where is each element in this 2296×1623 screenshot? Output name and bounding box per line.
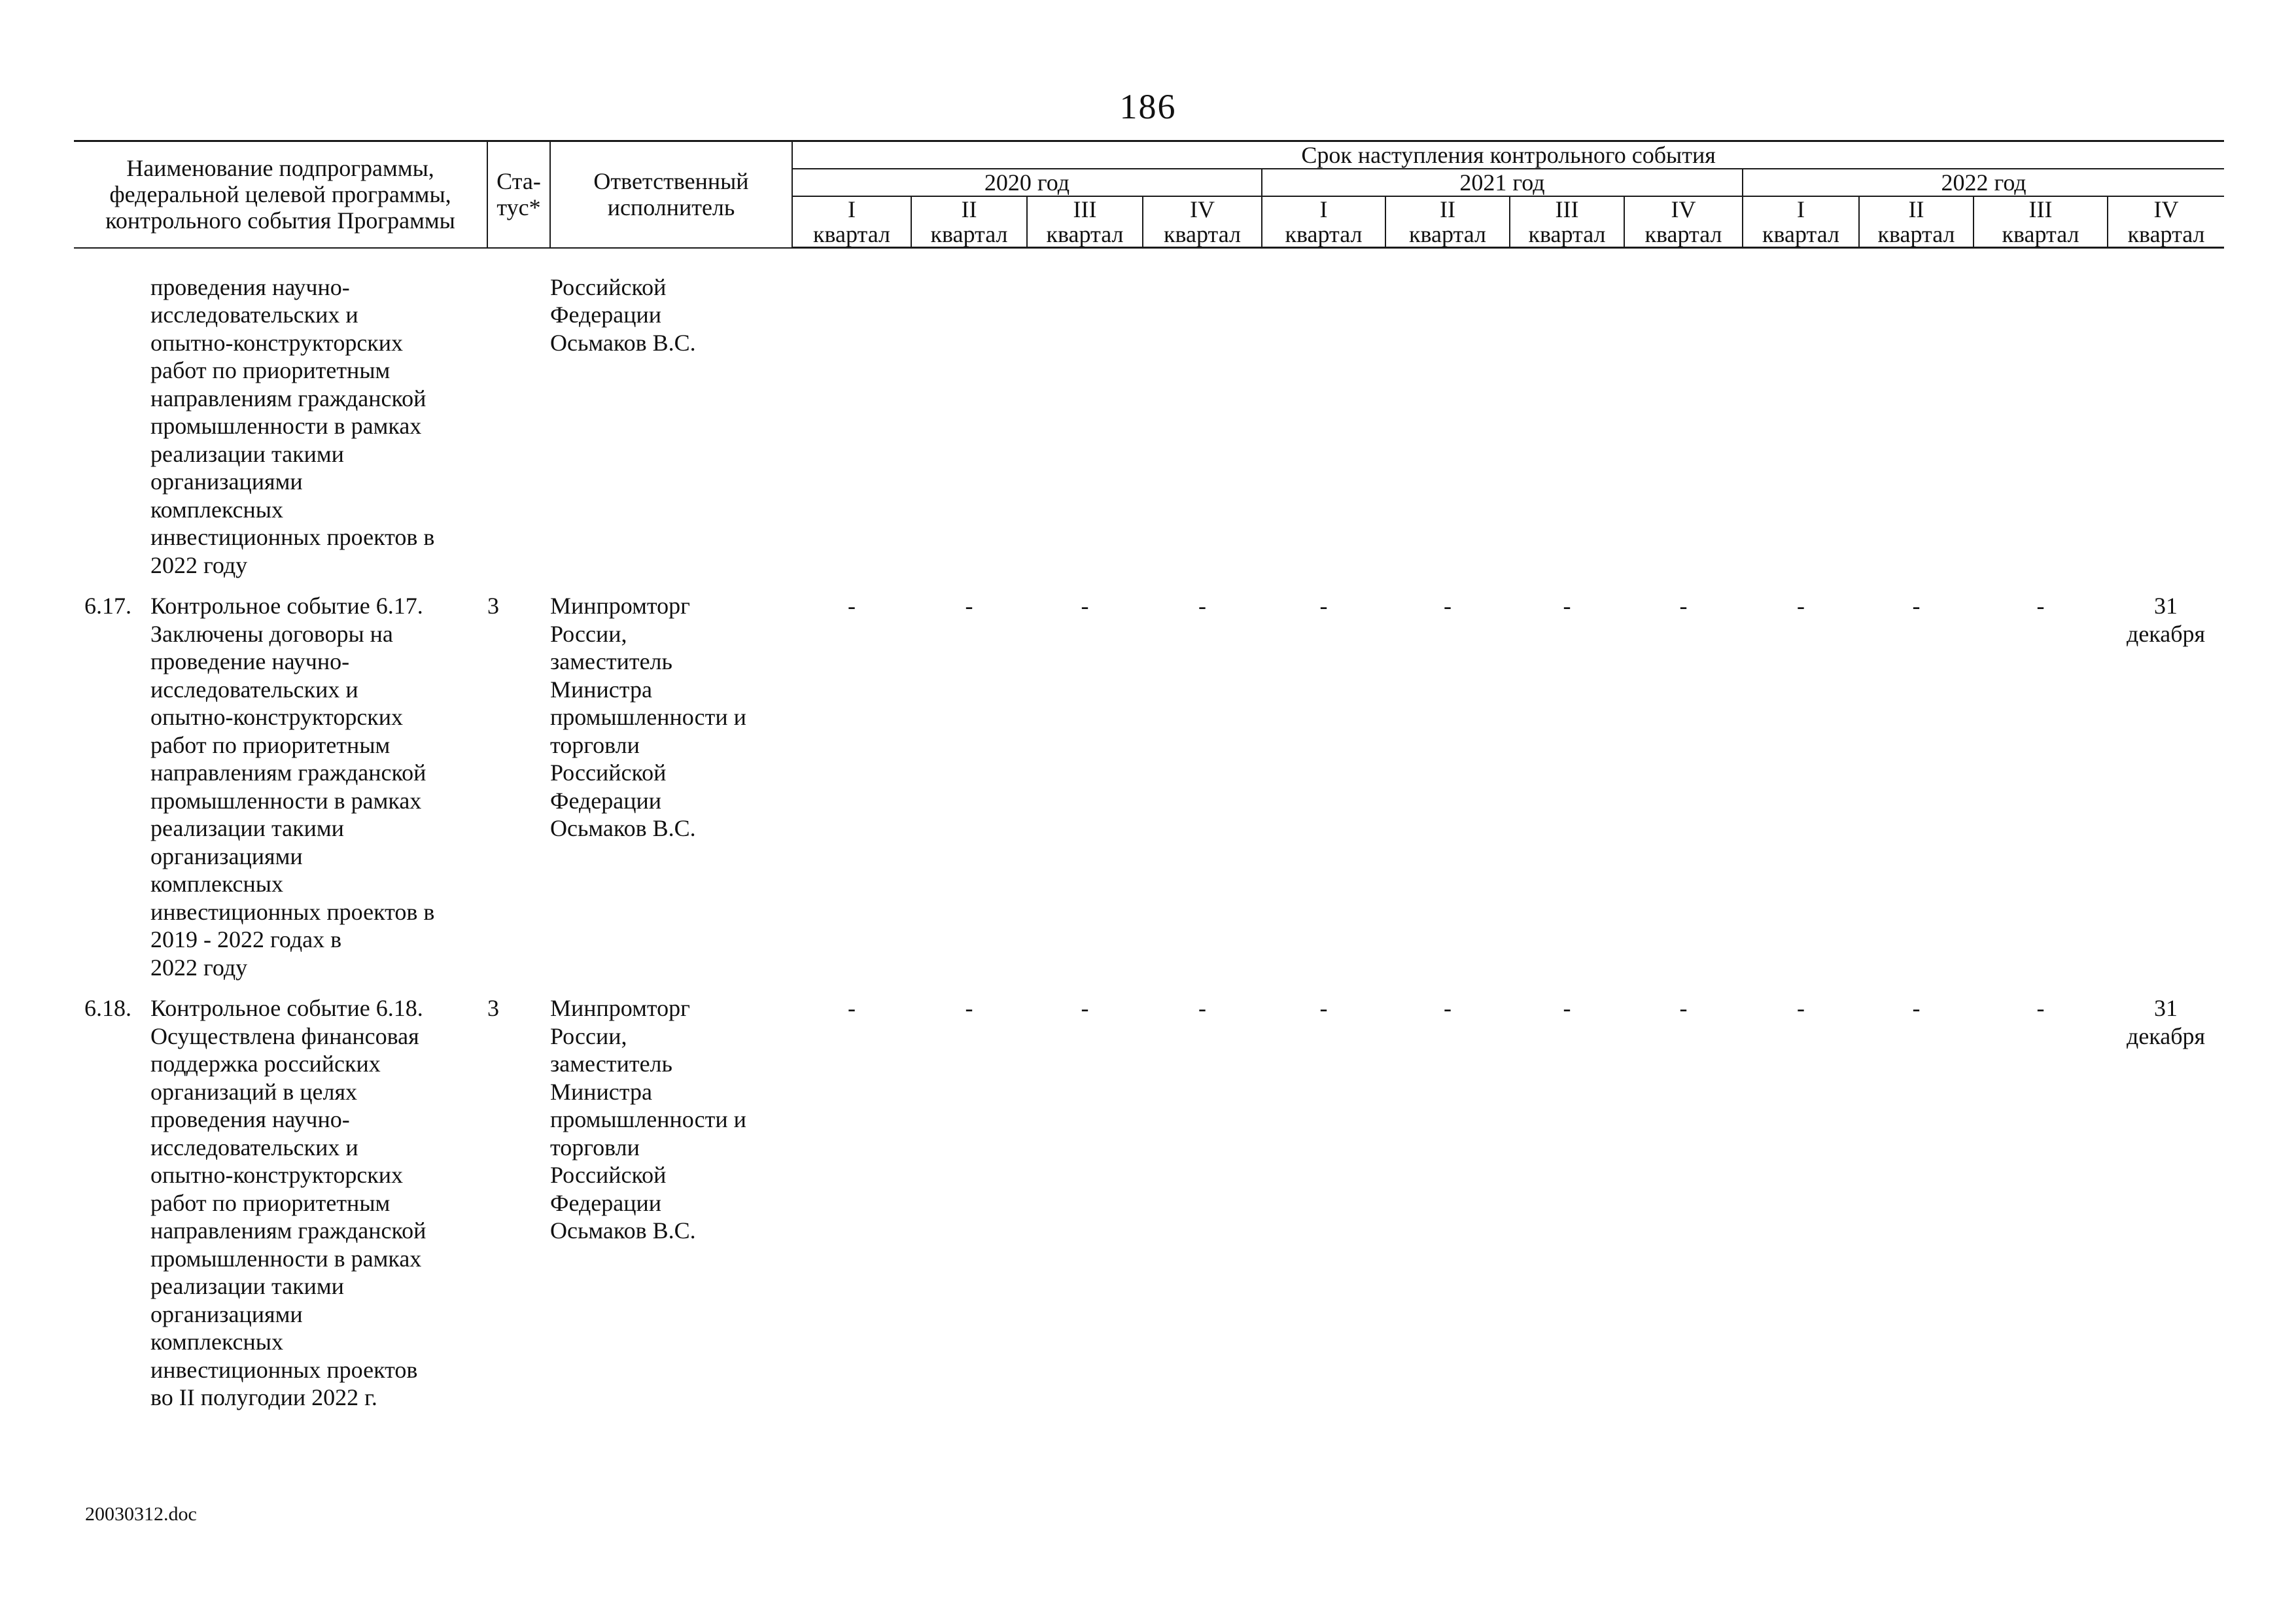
control-events-table — [74, 140, 2224, 1412]
event-name-line: комплексных — [150, 1329, 283, 1355]
executor-line: Российской — [550, 1162, 667, 1188]
table-row — [74, 248, 2224, 580]
quarter-number: I — [848, 196, 856, 222]
header-year: 2022 год — [1743, 169, 2224, 196]
quarter-label: квартал — [930, 221, 1008, 247]
quarter-cell: - — [2036, 995, 2045, 1021]
quarter-cell — [1624, 248, 1743, 580]
quarter-cell: - — [1679, 995, 1688, 1021]
header-quarter — [1743, 196, 1859, 248]
quarter-cell: - — [1319, 995, 1328, 1021]
event-name-line: исследовательских и — [150, 1134, 358, 1161]
event-name-line: организациями — [150, 1300, 303, 1327]
header-quarter — [1624, 196, 1743, 248]
event-name-line: исследовательских и — [150, 302, 358, 328]
executor-line: заместитель — [550, 648, 672, 674]
header-year: 2020 год — [792, 169, 1262, 196]
quarter-label: квартал — [813, 221, 890, 247]
quarter-cell: - — [1444, 995, 1452, 1021]
event-name-line: проведение научно- — [150, 648, 350, 674]
executor-line: Федерации — [550, 787, 662, 814]
quarter-number: I — [1319, 196, 1328, 222]
quarter-cell: - — [1563, 593, 1571, 619]
event-name-line: промышленности в рамках — [150, 413, 422, 439]
header-name-column: Наименование подпрограммы, федеральной целевой программы, контрольного события Программы — [74, 141, 487, 248]
event-name-line: реализации такими — [150, 1273, 344, 1299]
table-row — [74, 579, 2224, 981]
event-name-line: инвестиционных проектов в — [150, 524, 435, 550]
quarter-number: II — [961, 196, 977, 222]
header-quarter — [2108, 196, 2224, 248]
quarter-cell: - — [848, 995, 856, 1021]
executor-line: Осьмаков В.С. — [550, 815, 696, 841]
event-code: 6.17. — [84, 593, 131, 619]
executor-line: России, — [550, 1022, 627, 1049]
executor-line: Минпромторг — [550, 995, 690, 1021]
event-name-line: 2022 году — [150, 954, 248, 981]
event-name-line: работ по приоритетным — [150, 1189, 391, 1216]
quarter-cell: - — [1912, 995, 1921, 1021]
quarter-label: квартал — [1877, 221, 1955, 247]
quarter-cell: - — [1797, 593, 1805, 619]
event-name-line: проведения научно- — [150, 1106, 350, 1132]
executor-line: Министра — [550, 676, 652, 703]
quarter-cell: - — [1198, 593, 1206, 619]
executor-line: торговли — [550, 1134, 640, 1161]
quarter-cell: - — [848, 593, 856, 619]
quarter-cell: - — [965, 995, 973, 1021]
header-deadline-group: Срок наступления контрольного события — [792, 141, 2224, 169]
event-name-line: Контрольное событие 6.18. — [150, 995, 423, 1021]
quarter-cell — [1859, 248, 1974, 580]
event-name-line: опытно-конструкторских — [150, 329, 404, 356]
quarter-number: IV — [2153, 196, 2179, 222]
executor-line: Осьмаков В.С. — [550, 1217, 696, 1244]
event-name-line: реализации такими — [150, 440, 344, 467]
quarter-cell — [1743, 248, 1859, 580]
header-quarter — [1859, 196, 1974, 248]
event-name-line: промышленности в рамках — [150, 1245, 422, 1272]
executor-line: Российской — [550, 759, 667, 786]
header-executor-column: Ответственный исполнитель — [550, 141, 792, 248]
quarter-label: квартал — [1164, 221, 1241, 247]
header-quarter — [911, 196, 1027, 248]
quarter-label: квартал — [1285, 221, 1363, 247]
quarter-cell: - — [1563, 995, 1571, 1021]
event-name-line: направлениям гражданской — [150, 385, 426, 411]
quarter-cell: - — [1319, 593, 1328, 619]
executor-line: промышленности и — [550, 1106, 746, 1132]
event-name-line: Заключены договоры на — [150, 620, 393, 647]
quarter-cell: - — [1444, 593, 1452, 619]
quarter-number: III — [1073, 196, 1097, 222]
quarter-number: IV — [1190, 196, 1215, 222]
event-name-line: направлениям гражданской — [150, 1217, 426, 1244]
event-name — [150, 273, 487, 580]
table-body — [74, 248, 2224, 1412]
quarter-number: II — [1440, 196, 1455, 222]
executor-line: промышленности и — [550, 704, 746, 730]
quarter-label: квартал — [1528, 221, 1606, 247]
quarter-cell: - — [1081, 995, 1089, 1021]
status-cell: 3 — [487, 593, 499, 619]
quarter-label: квартал — [2002, 221, 2079, 247]
quarter-cell — [911, 248, 1027, 580]
footer-filename: 20030312.doc — [85, 1503, 197, 1525]
executor-line: заместитель — [550, 1051, 672, 1077]
header-quarter — [1974, 196, 2108, 248]
quarter-cell: 31 декабря — [2127, 995, 2206, 1049]
event-name-line: во II полугодии 2022 г. — [150, 1384, 377, 1410]
event-name — [150, 994, 487, 1412]
quarter-cell — [2108, 248, 2224, 580]
event-name — [150, 592, 487, 981]
quarter-label: квартал — [2127, 221, 2205, 247]
event-name-line: организаций в целях — [150, 1078, 358, 1105]
quarter-number: III — [1555, 196, 1579, 222]
event-name-line: 2022 году — [150, 551, 248, 578]
executor-line: Российской — [550, 273, 667, 300]
status-cell — [487, 248, 550, 580]
quarter-cell — [1974, 248, 2108, 580]
event-name-line: промышленности в рамках — [150, 787, 422, 814]
quarter-cell: - — [2036, 593, 2045, 619]
executor-line: Осьмаков В.С. — [550, 329, 696, 356]
quarter-cell — [1385, 248, 1510, 580]
event-name-line: 2019 - 2022 годах в — [150, 926, 342, 952]
table-row — [74, 981, 2224, 1412]
event-name-line: опытно-конструкторских — [150, 704, 404, 730]
event-name-line: реализации такими — [150, 815, 344, 841]
event-code — [74, 273, 150, 580]
executor-line: Минпромторг — [550, 593, 690, 619]
header-quarter — [1262, 196, 1385, 248]
executor-line: России, — [550, 620, 627, 647]
header-status-column: Ста-тус* — [487, 141, 550, 248]
quarter-number: III — [2028, 196, 2053, 222]
page-number: 186 — [1119, 87, 1177, 126]
event-name-line: организациями — [150, 468, 303, 495]
quarter-number: IV — [1671, 196, 1696, 222]
executor-cell — [550, 579, 792, 981]
header-quarter — [792, 196, 911, 248]
quarter-cell: - — [965, 593, 973, 619]
quarter-cell: - — [1679, 593, 1688, 619]
quarter-cell: - — [1081, 593, 1089, 619]
event-name-line: работ по приоритетным — [150, 357, 391, 383]
event-name-line: проведения научно- — [150, 273, 350, 300]
executor-line: Министра — [550, 1078, 652, 1105]
header-quarter — [1385, 196, 1510, 248]
event-name-line: Контрольное событие 6.17. — [150, 593, 423, 619]
quarter-cell — [1262, 248, 1385, 580]
quarter-label: квартал — [1644, 221, 1722, 247]
quarter-number: II — [1908, 196, 1924, 222]
event-code: 6.18. — [84, 995, 131, 1021]
quarter-label: квартал — [1762, 221, 1839, 247]
quarter-cell — [1510, 248, 1624, 580]
quarter-cell — [1027, 248, 1143, 580]
quarter-number: I — [1797, 196, 1805, 222]
event-name-cell — [74, 981, 487, 1412]
event-name-line: комплексных — [150, 871, 283, 897]
header-quarter — [1510, 196, 1624, 248]
event-name-line: направлениям гражданской — [150, 759, 426, 786]
event-name-line: Осуществлена финансовая — [150, 1022, 419, 1049]
quarter-label: квартал — [1046, 221, 1124, 247]
event-name-line: комплексных — [150, 496, 283, 523]
quarter-cell — [1143, 248, 1262, 580]
header-quarter — [1027, 196, 1143, 248]
executor-line: Федерации — [550, 302, 662, 328]
event-name-line: организациями — [150, 843, 303, 869]
event-name-cell — [74, 579, 487, 981]
event-name-line: опытно-конструкторских — [150, 1162, 404, 1188]
status-cell: 3 — [487, 995, 499, 1021]
event-name-line: работ по приоритетным — [150, 731, 391, 758]
event-name-line: инвестиционных проектов в — [150, 898, 435, 925]
event-name-line: исследовательских и — [150, 676, 358, 703]
quarter-label: квартал — [1409, 221, 1486, 247]
executor-line: Федерации — [550, 1189, 662, 1216]
event-name-line: инвестиционных проектов — [150, 1356, 418, 1383]
executor-line: торговли — [550, 731, 640, 758]
quarter-cell: - — [1198, 995, 1206, 1021]
header-quarter — [1143, 196, 1262, 248]
event-name-cell — [74, 248, 487, 580]
executor-cell — [550, 248, 792, 580]
event-name-line: поддержка российских — [150, 1051, 381, 1077]
header-year: 2021 год — [1262, 169, 1743, 196]
quarter-cell — [792, 248, 911, 580]
quarter-cell: - — [1912, 593, 1921, 619]
executor-cell — [550, 981, 792, 1412]
quarter-cell: 31 декабря — [2127, 593, 2206, 647]
quarter-cell: - — [1797, 995, 1805, 1021]
